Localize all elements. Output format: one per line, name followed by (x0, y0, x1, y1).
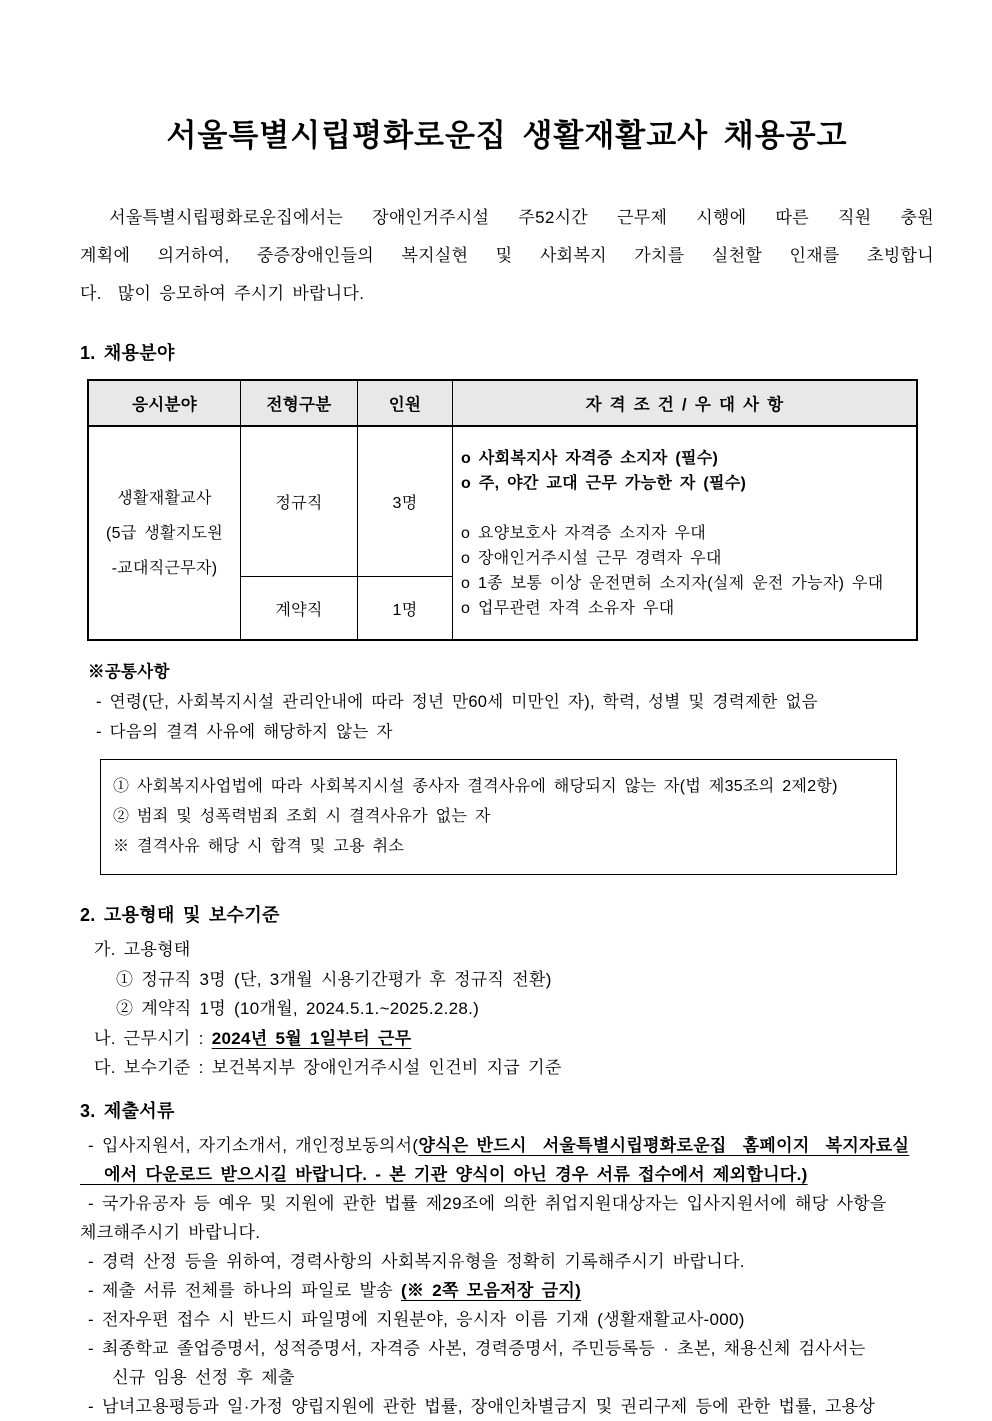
common-requirement-item: - 다음의 결격 사유에 해당하지 않는 자 (96, 723, 393, 741)
form-download-notice-text: 에서 다운로드 받으시길 바랍니다. - 본 기관 양식이 아닌 경우 서류 접수에서 제외합니다.) (80, 1164, 808, 1184)
submission-item-veteran: - 국가유공자 등 예우 및 지원에 관한 법률 제29조에 의한 취업지원대상자는 입사지원서에 해당 사항을 (88, 1193, 887, 1213)
submission-item-forms (80, 1131, 934, 1160)
section3-heading: 3. 제출서류 (80, 1100, 175, 1121)
position-line: (5급 생활지도원 (105, 524, 224, 542)
intro-line: 서울특별시립평화로운집에서는 장애인거주시설 주52시간 근무제 시행에 따른 직원 충원 (80, 208, 934, 227)
disqualification-item: ② 범죄 및 성폭력범죄 조회 시 결격사유가 없는 자 (113, 808, 491, 825)
headcount-cell: 3명 (358, 426, 453, 577)
submission-item-certificates: - 최종학교 졸업증명서, 성적증명서, 자격증 사본, 경력증명서, 주민등록등 · 초본, 채용신체 검사서는 (88, 1338, 866, 1358)
recruitment-table (87, 379, 918, 641)
column-header-qualifications: 자 격 조 건 / 우 대 사 항 (453, 380, 918, 426)
section1-heading: 1. 채용분야 (80, 343, 175, 363)
disqualification-item: ① 사회복지사업법에 따라 사회복지시설 종사자 결격사유에 해당되지 않는 자(법 제35조의 2제2항) (113, 778, 838, 795)
form-download-notice-continued (80, 1160, 934, 1189)
employment-term-item: ② 계약직 1명 (10개월, 2024.5.1.~2025.2.28.) (116, 999, 480, 1018)
position-line: -교대직근무자) (111, 559, 218, 577)
submission-item-file (80, 1276, 934, 1305)
submission-item-career: - 경력 산정 등을 위하여, 경력사항의 사회복지유형을 정확히 기록해주시기 바랍니다. (88, 1251, 745, 1271)
work-start-line (80, 1024, 934, 1054)
qualification-required: o 사회복지사 자격증 소지자 (필수) (461, 449, 719, 467)
qualifications-cell (453, 426, 918, 640)
common-requirements-title: ※공통사항 (88, 663, 170, 681)
file-restriction-notice: (※ 2쪽 모음저장 금지) (400, 1280, 582, 1300)
submission-documents (80, 1131, 934, 1421)
qualification-required: o 주, 야간 교대 근무 가능한 자 (필수) (461, 474, 747, 492)
file-send-text: - 제출 서류 전체를 하나의 파일로 발송 (88, 1280, 401, 1300)
intro-paragraph (80, 199, 934, 313)
headcount-cell: 1명 (358, 577, 453, 641)
disqualification-box (100, 759, 897, 875)
employment-type-cell: 계약직 (241, 577, 358, 641)
table-row (88, 426, 917, 577)
submission-item-email: - 전자우편 접수 시 반드시 파일명에 지원분야, 응시자 이름 기재 (생활재활교사-000) (88, 1309, 745, 1329)
work-start-label: 나. 근무시기 : (94, 1028, 212, 1048)
submission-forms-text: - 입사지원서, 자기소개서, 개인정보동의서( (88, 1135, 419, 1155)
position-cell (88, 426, 241, 640)
position-line: 생활재활교사 (117, 489, 212, 507)
disqualification-item: ※ 결격사유 해당 시 합격 및 고용 취소 (113, 838, 405, 855)
column-header-type: 전형구분 (241, 380, 358, 426)
form-download-notice: 양식은 반드시 서울특별시립평화로운집 홈페이지 복지자료실 (418, 1135, 910, 1155)
column-header-headcount: 인원 (358, 380, 453, 426)
section2-heading: 2. 고용형태 및 보수기준 (80, 905, 280, 925)
submission-item-law: - 남녀고용평등과 일·가정 양립지원에 관한 법률, 장애인차별금지 및 권리구제 등에 관한 법률, 고용상 (88, 1396, 876, 1416)
submission-item-certificates-continued: 신규 임용 선정 후 제출 (88, 1367, 295, 1387)
table-header-row (88, 380, 917, 426)
employment-type-cell: 정규직 (241, 426, 358, 577)
page-title: 서울특별시립평화로운집 생활재활교사 채용공고 (166, 118, 848, 153)
employment-term-item: ① 정규직 3명 (단, 3개월 시용기간평가 후 정규직 전환) (116, 969, 552, 989)
pay-standard-line: 다. 보수기준 : 보건복지부 장애인거주시설 인건비 지급 기준 (94, 1058, 562, 1077)
employment-type-subheading: 가. 고용형태 (94, 940, 191, 959)
qualification-preferred: o 요양보호사 자격증 소지자 우대 (461, 524, 707, 542)
submission-item-veteran-continued: 체크해주시기 바랍니다. (80, 1222, 261, 1242)
qualification-preferred: o 1종 보통 이상 운전면허 소지자(실제 운전 가능자) 우대 (461, 574, 884, 592)
common-requirement-item: - 연령(단, 사회복지시설 관리안내에 따라 정년 만60세 미만인 자), 학력, 성별 및 경력제한 없음 (96, 693, 818, 711)
intro-line: 다. 많이 응모하여 주시기 바랍니다. (80, 284, 365, 303)
employment-terms (80, 935, 934, 1083)
common-requirements (80, 657, 934, 747)
column-header-field: 응시분야 (88, 380, 241, 426)
spacer (461, 496, 912, 521)
qualification-preferred: o 업무관련 자격 소유자 우대 (461, 599, 675, 617)
qualification-preferred: o 장애인거주시설 근무 경력자 우대 (461, 549, 722, 567)
work-start-date: 2024년 5월 1일부터 근무 (211, 1028, 412, 1048)
intro-line: 계획에 의거하여, 중증장애인들의 복지실현 및 사회복지 가치를 실천할 인재를 초빙합니 (80, 246, 934, 265)
